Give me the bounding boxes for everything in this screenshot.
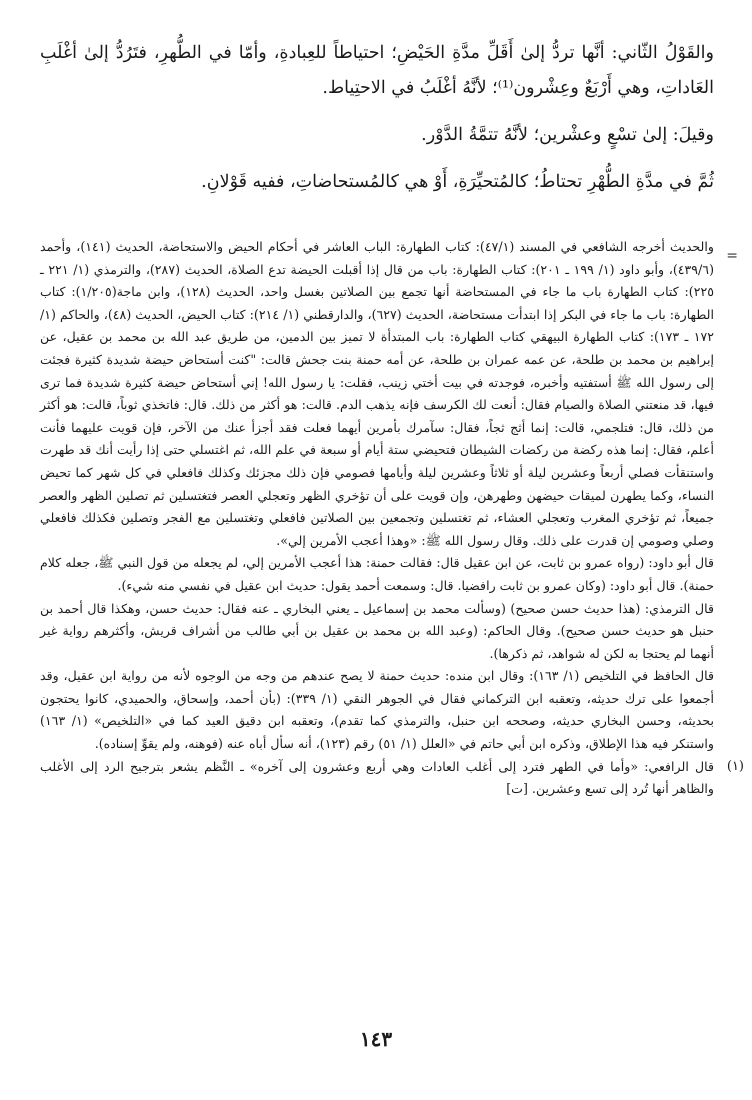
main-text: [40, 36, 714, 200]
page-number: ١٤٣: [359, 1027, 393, 1051]
note-paragraph-2: قال أبو داود: (رواه عمرو بن ثابت، عن ابن عقيل قال: فقالت حمنة: هذا أعجب الأمرين إلي، لم يجعله من قول النبي ﷺ، جعله كلام حمنة). قال أبو داود: (وكان عمرو بن ثابت رافضيا. قال: وسمعت أحمد يقول: حديث ابن عقيل في نفسي منه شيء).: [40, 555, 714, 593]
footnote-text: قال الرافعي: «وأما في الطهر فترد إلى أغلب العادات وهي أربع وعشرون إلى آخره» ـ النَّظم يشعر بترجيح الرد إلى الأغلب والظاهر أنها تُرد إلى تسع وعشرين. [ت]: [40, 758, 714, 797]
main-paragraph-2: وقيلَ: إلىٰ تسْعٍ وعشْرين؛ لأنَّهُ تتمَّةُ الدَّوْر.: [421, 125, 714, 145]
note-paragraph-4: قال الحافظ في التلخيص (١/ ١٦٣): وقال ابن منده: حديث حمنة لا يصح عندهم من وجه من الوجوه لأنه من رواية ابن عقيل، وقد أجمعوا على ترك حديثه، وتعقبه ابن التركماني فقال في الجوهر النقي (١/ ٣٣٩): (بأن أحمد، وإسحاق، والحميدي، كانوا يحتجون بحديثه، وحسن البخاري حديثه، وصححه ابن حنبل، والترمذي كما تقدم)، وتعقبه ابن دقيق العيد كما في «التلخيص» (١/ ١٦٣) واستنكر فيه هذا الإطلاق، وذكره ابن أبي حاتم في «العلل (١/ ٥١) رقم (١٢٣)، أنه سأل أباه عنه (فوهنه، ولم يقوِّ إسناده).: [40, 668, 714, 752]
footnote-number: (١): [726, 758, 744, 774]
footnotes: [40, 236, 744, 801]
main-paragraph-3: ثُمَّ في مدَّةِ الطُّهْرِ تحتاطُ؛ كالمُتحيِّرَةِ، أَوْ هي كالمُستحاضاتِ، ففيه قَوْلانِ.: [201, 172, 714, 192]
page: [40, 36, 744, 797]
footnote-1: [40, 756, 744, 801]
carry-over-marker: =: [726, 248, 738, 264]
note-paragraph-1: والحديث أخرجه الشافعي في المسند (٤٧/١): كتاب الطهارة: الباب العاشر في أحكام الحيض والاستحاضة، الحديث (١٤١)، وأحمد (٤٣٩/٦)، وأبو داود (١/ ١٩٩ ـ ٢٠١): كتاب الطهارة: باب من قال إذا أقبلت الحيضة تدع الصلاة، الحديث (٢٨٧)، والترمذي (١/ ٢٢١ ـ ٢٢٥): كتاب الطهارة باب ما جاء في المستحاضة أنها تجمع بين الصلاتين بغسل واحد، الحديث (١٢٨)، وابن ماجة(١/٢٠٥): كتاب الطهارة: باب ما جاء في البكر إذا ابتدأت مستحاضة، الحديث (٦٢٧)، والدارقطني (١/ ٢١٤): كتاب الحيض، الحديث (٤٨)، والحاكم (١/ ١٧٢ ـ ١٧٣): كتاب الطهارة البيهقي كتاب الطهارة: باب المبتدأة لا تميز بين الدمين، من طريق عبد الله بن محمد بن عقيل، عن إبراهيم بن محمد بن طلحة، عن عمه عمران بن طلحة، عن أمه حمنة بنت جحش قالت: "كنت أستحاض حيضة شديدة كثيرة فجئت إلى رسول الله ﷺ أستفتيه وأخبره، فوجدته في بيت أختي زينب، فقلت: يا رسول الله! إني أستحاض حيضة كثيرة شديدة فما ترى فيها، قد منعتني الصلاة والصيام فقال: أنعت لك الكرسف فإنه يذهب الدم. قالت: هو أكثر من ذلك. قال: فاتخذي ثوباً، قالت: هو أكثر من ذلك، قال: فتلجمي، قالت: إنما أثج ثجاً، فقال: سآمرك بأمرين أيهما فعلت فقد أجزأ عنك من الآخر، فإن قويت عليهما فأنت أعلم، فقال: إنما هذه ركضة من ركضات الشيطان فتحيضي ستة أيام أو سبعة في علم الله، ثم اغتسلي حتى إذا رأيت أنك قد طهرت واستنقأت فصلي أربعاً وعشرين ليلة أو ثلاثاً وعشرين ليلة وأيامها فصومي فإن ذلك مجزئك وكذلك فافعلي في كل شهر كما تحيض النساء، وكما يطهرن لميقات حيضهن وطهرهن، وإن قويت على أن تؤخري الظهر وتعجلي العصر فتغتسلين ثم تصلين الظهر والعصر جميعاً، ثم تؤخري المغرب وتعجلي العشاء، ثم تغتسلين وتجمعين بين الصلاتين فافعلي وتغتسلين مع الفجر وتصلين فكذلك فافعلي وصلي وصومي إن قدرت على ذلك. وقال رسول الله ﷺ: «وهذا أعجب الأمرين إلي».: [40, 239, 715, 548]
note-paragraph-3: قال الترمذي: (هذا حديث حسن صحيح) (وسألت محمد بن إسماعيل ـ يعني البخاري ـ عنه فقال: حديث حسن، وهكذا قال أحمد بن حنبل هو حديث حسن صحيح). وقال الحاكم: (وعبد الله بن محمد بن عقيل بن أبي طالب من أشراف قريش، وأكثرهم رواية غير أنهما لم يحتجا به لكن له شواهد، ثم ذكرها).: [40, 600, 714, 661]
main-paragraph-1: والقَوْلُ الثّاني: أنَّها تردُّ إلىٰ أَقَلِّ مدَّةِ الحَيْضِ؛ احتياطاً للعِبادةِ، وأمّا في الطُّهرِ، فتَرُدُّ إلىٰ أغْلَبِ العَاداتِ، وهي أَرْبَعٌ وعِشْرون⁽¹⁾؛ لأنَّهُ أغْلَبُ في الاحتِياط.: [40, 43, 714, 98]
